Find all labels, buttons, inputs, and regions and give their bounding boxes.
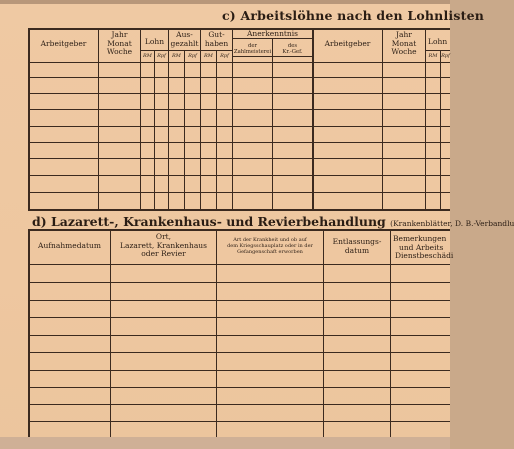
scan-background — [0, 437, 450, 449]
header-aufnahmedatum: Aufnahmedatum — [38, 241, 101, 250]
header-guthaben: Gut- haben — [204, 30, 229, 48]
header-arbeitgeber-2: Arbeitgeber — [324, 39, 371, 48]
section-c-title: c) Arbeitslöhne nach den Lohnlisten — [222, 8, 485, 23]
rm-label: RM — [428, 53, 438, 59]
rm-label: RM — [204, 53, 213, 59]
header-arbeitgeber: Arbeitgeber — [40, 39, 87, 48]
rm-label: RM — [172, 53, 181, 59]
section-d-title: d) Lazarett-, Krankenhaus- und Revierbehandlung (Krankenblätter, D. B.-Verbandlu — [32, 214, 514, 229]
header-krgef: des Kr.-Gef. — [282, 43, 303, 55]
header-entlassungsdatum: Entlassungs- datum — [332, 237, 382, 255]
header-anerkenntnis: Anerkenntnis — [246, 29, 298, 38]
header-jahr: Jahr Monat Woche — [106, 30, 133, 56]
header-zahlmeisterei: der Zahlmeisterei — [233, 43, 272, 55]
header-bemerkungen: Bemerkungen und Arbeits Dienstbeschädi — [393, 234, 454, 260]
header-lohn-2: Lohn — [428, 37, 448, 46]
paper-edge — [0, 0, 450, 4]
header-ausgezahlt: Aus- gezahlt — [170, 30, 199, 48]
rpf-label: Rpf — [157, 53, 166, 59]
header-lohn: Lohn — [144, 37, 165, 46]
rm-label: RM — [143, 53, 152, 59]
header-krankheit: Art der Krankheit und ob auf dem Kriegsschauplatz oder in der Gefangenschaft erworben — [227, 237, 313, 255]
rpf-label: Rpf — [188, 53, 197, 59]
header-jahr-2: Jahr Monat Woche — [391, 30, 417, 56]
rpf-label: Rpf — [441, 53, 450, 59]
rpf-label: Rpf — [220, 53, 229, 59]
header-ort: Ort, Lazarett, Krankenhaus oder Revier — [120, 232, 207, 258]
